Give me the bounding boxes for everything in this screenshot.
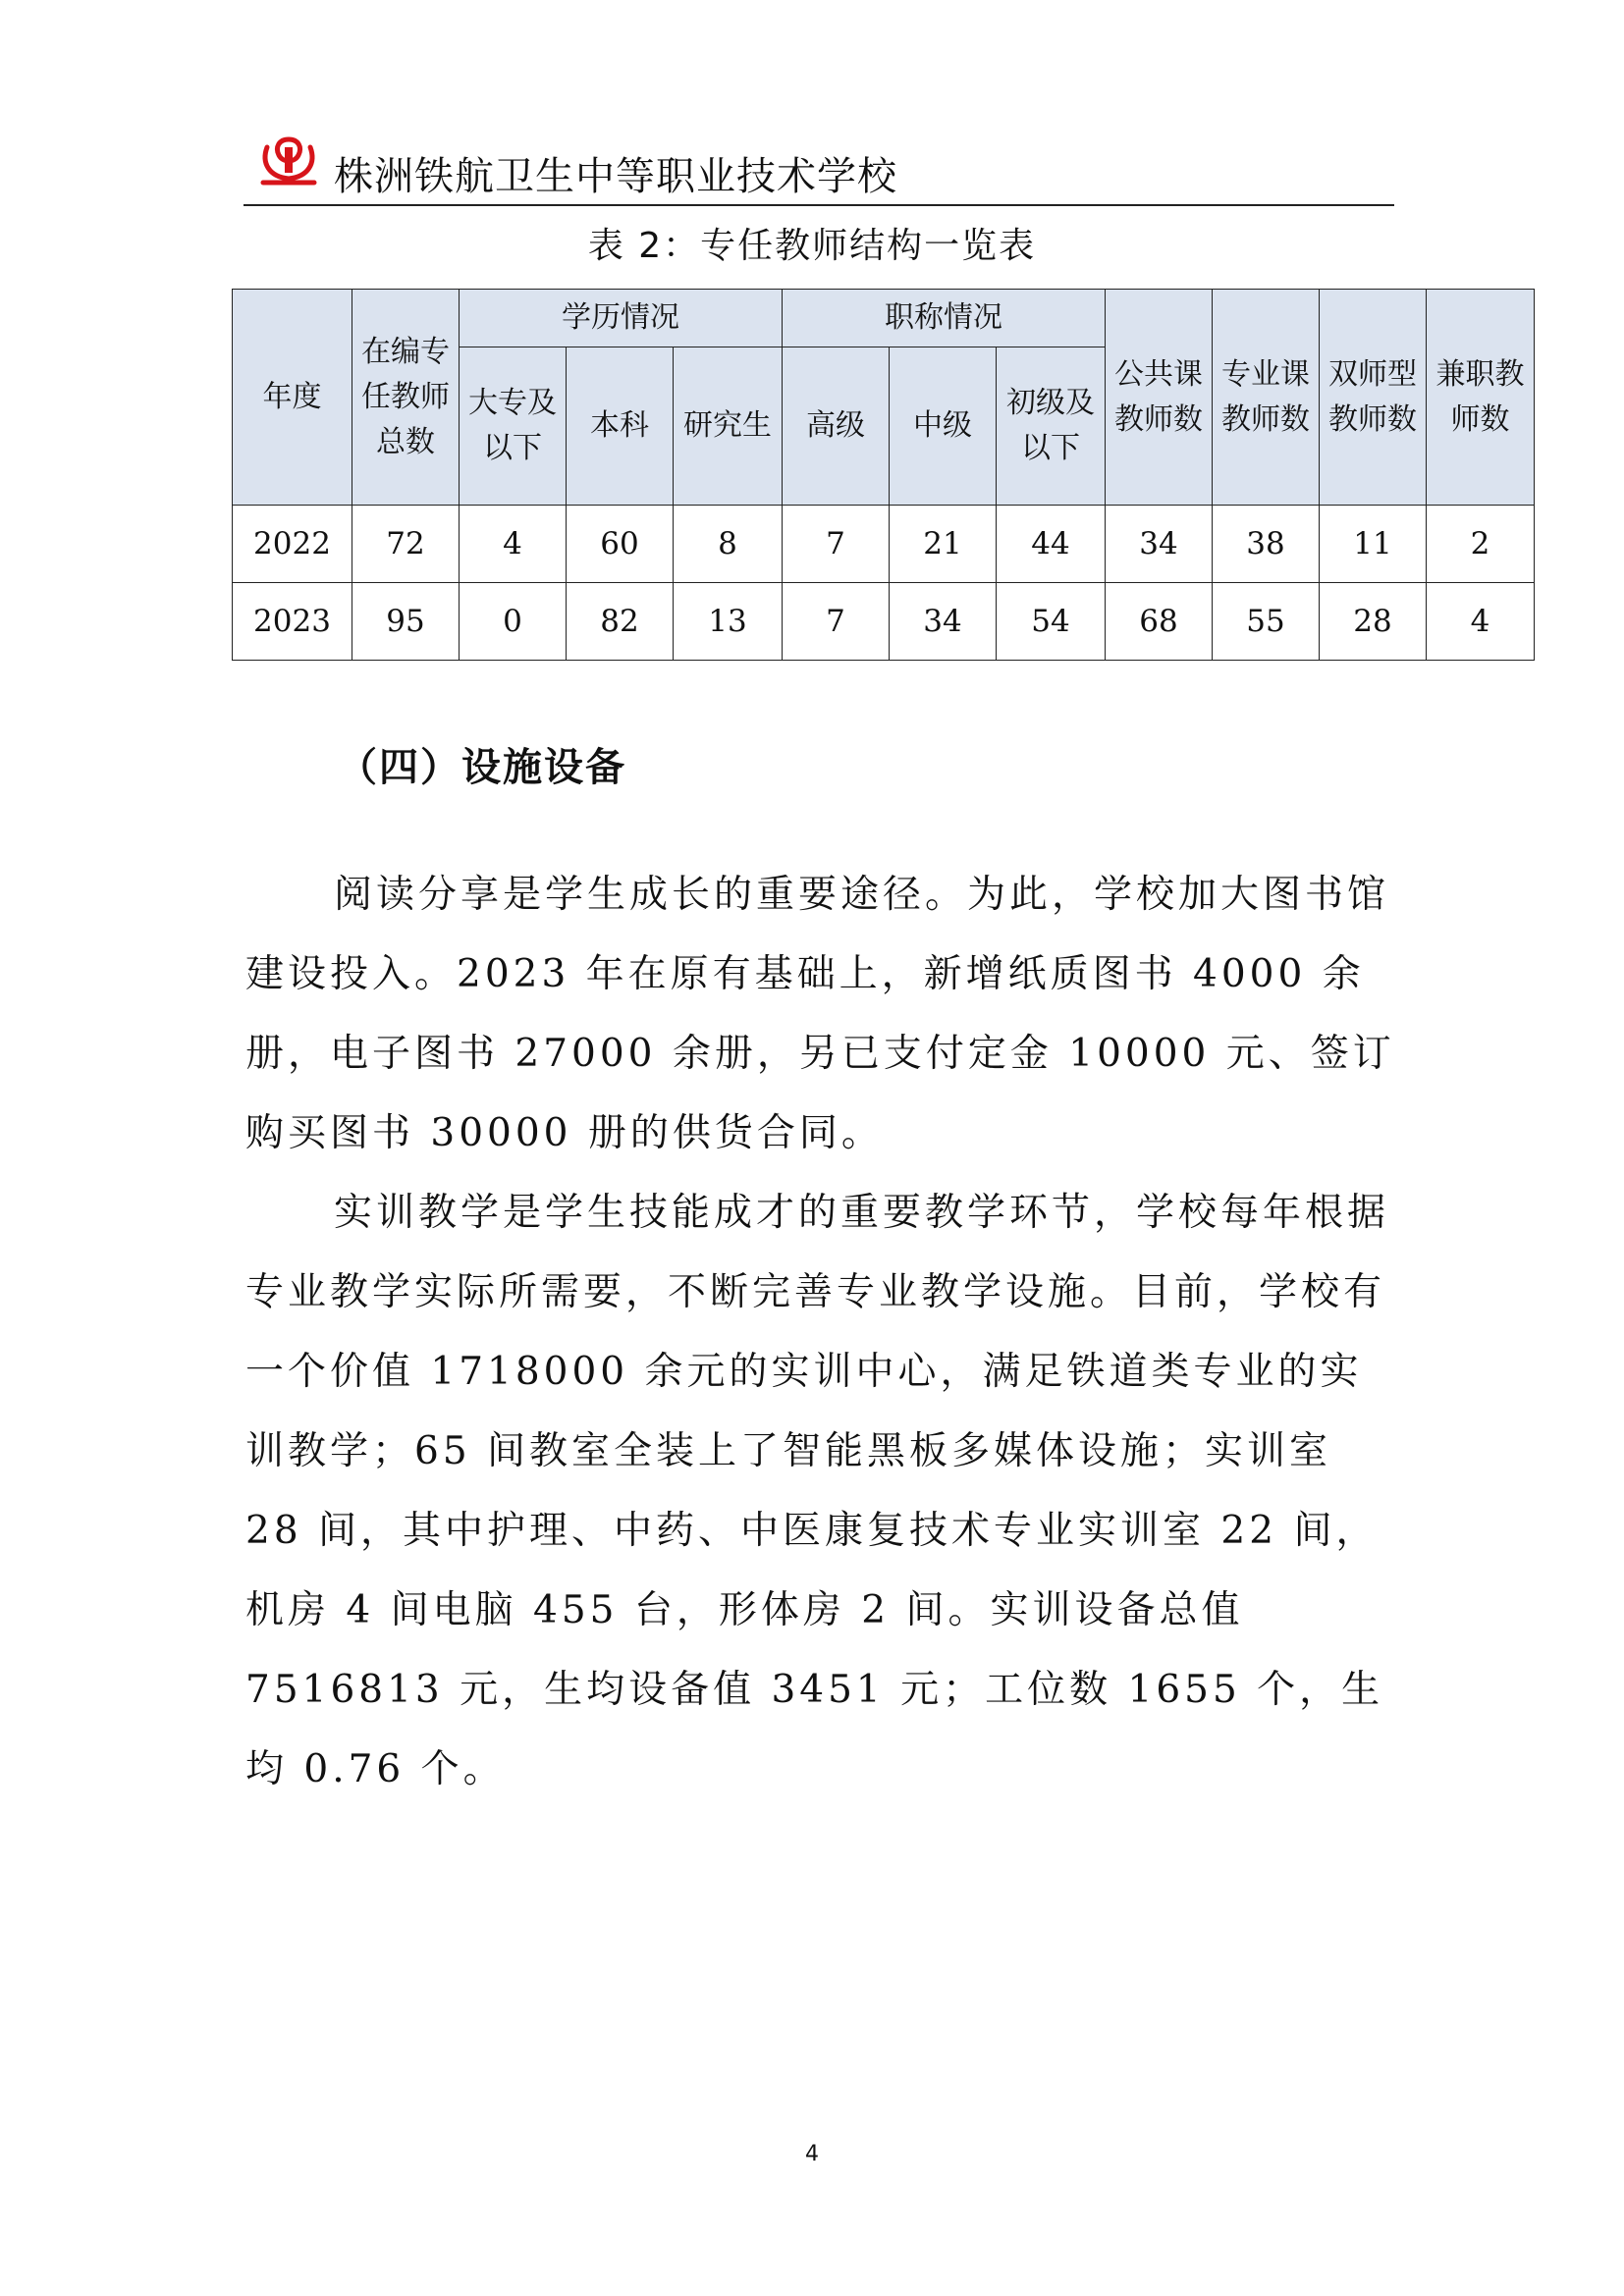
- table-cell: 7: [783, 506, 890, 583]
- school-name: 株洲铁航卫生中等职业技术学校: [334, 154, 897, 199]
- table-cell: 34: [890, 583, 997, 661]
- table-cell: 11: [1320, 506, 1427, 583]
- table-cell: 2023: [233, 583, 352, 661]
- col-total-header: 在编专任教师总数: [352, 290, 460, 506]
- table-cell: 8: [674, 506, 783, 583]
- col-dual-header: 双师型教师数: [1320, 290, 1427, 506]
- table-cell: 38: [1213, 506, 1320, 583]
- table-cell: 4: [460, 506, 567, 583]
- table-cell: 0: [460, 583, 567, 661]
- col-senior-header: 高级: [783, 347, 890, 506]
- table-cell: 72: [352, 506, 460, 583]
- table-cell: 2022: [233, 506, 352, 583]
- col-major-header: 专业课教师数: [1213, 290, 1320, 506]
- table-cell: 68: [1106, 583, 1213, 661]
- section-heading: （四）设施设备: [338, 745, 626, 790]
- table-cell: 55: [1213, 583, 1320, 661]
- col-graduate-header: 研究生: [674, 347, 783, 506]
- col-junior-header: 初级及以下: [997, 347, 1106, 506]
- col-public-header: 公共课教师数: [1106, 290, 1213, 506]
- school-logo-icon: [259, 133, 318, 188]
- education-group-header: 学历情况: [460, 290, 783, 347]
- table-cell: 7: [783, 583, 890, 661]
- table-cell: 95: [352, 583, 460, 661]
- table-cell: 2: [1427, 506, 1535, 583]
- table-cell: 54: [997, 583, 1106, 661]
- col-year-header: 年度: [233, 290, 352, 506]
- title-group-header: 职称情况: [783, 290, 1106, 347]
- table-cell: 21: [890, 506, 997, 583]
- col-college-header: 大专及以下: [460, 347, 567, 506]
- col-bachelor-header: 本科: [567, 347, 674, 506]
- table-cell: 34: [1106, 506, 1213, 583]
- page-header: [244, 133, 1394, 206]
- paragraph-library: 阅读分享是学生成长的重要途径。为此，学校加大图书馆建设投入。2023 年在原有基础上，新增纸质图书 4000 余册，电子图书 27000 余册，另已支付定金 10000 元、签订购买图书 30000 册的供货合同。: [245, 873, 1395, 1155]
- page-number: 4: [805, 2142, 819, 2166]
- paragraph-training: 实训教学是学生技能成才的重要教学环节，学校每年根据专业教学实际所需要，不断完善专业教学设施。目前，学校有一个价值 1718000 余元的实训中心，满足铁道类专业的实训教学；65 间教室全装上了智能黑板多媒体设施；实训室 28 间，其中护理、中药、中医康复技术专业实训室 22 间，机房 4 间电脑 455 台，形体房 2 间。实训设备总值 7516813 元，生均设备值 3451 元；工位数 1655 个，生均 0.76 个。: [245, 1191, 1390, 1791]
- table-cell: 82: [567, 583, 674, 661]
- table-cell: 44: [997, 506, 1106, 583]
- table-caption: 表 2：专任教师结构一览表: [587, 226, 1037, 266]
- table-row: [233, 583, 1535, 661]
- col-parttime-header: 兼职教师数: [1427, 290, 1535, 506]
- table-row: [233, 506, 1535, 583]
- table-cell: 13: [674, 583, 783, 661]
- table-cell: 60: [567, 506, 674, 583]
- table-cell: 28: [1320, 583, 1427, 661]
- teacher-structure-table: [232, 289, 1535, 661]
- table-cell: 4: [1427, 583, 1535, 661]
- col-intermediate-header: 中级: [890, 347, 997, 506]
